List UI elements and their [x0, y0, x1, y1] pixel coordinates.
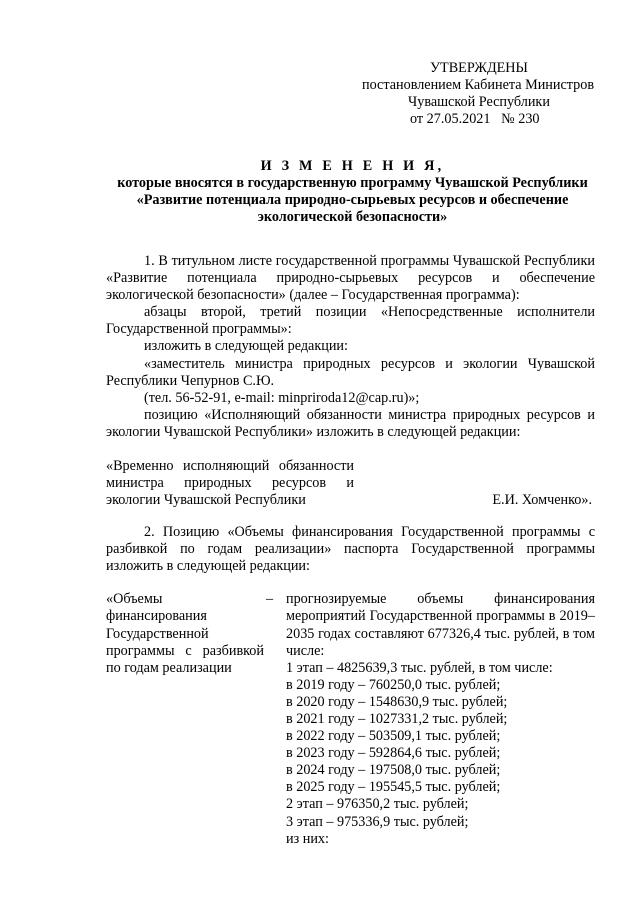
financing-line: в 2020 году – 1548630,9 тыс. рублей; [286, 693, 508, 710]
financing-line: в 2019 году – 760250,0 тыс. рублей; [286, 676, 501, 693]
s1-paragraph-2: абзацы второй, третий позиции «Непосредственные исполнители Государственной программы»: [106, 304, 595, 338]
financing-line: в 2025 году – 195545,5 тыс. рублей; [286, 779, 501, 796]
signature-name: Е.И. Хомченко». [492, 492, 592, 509]
financing-dash: – [266, 591, 274, 608]
approval-line-1: постановлением Кабинета Министров [362, 77, 595, 93]
s1-paragraph-5: (тел. 56-52-91, e-mail: minpriroda12@cap.ru)»; [144, 389, 420, 406]
signature-position: «Временно исполняющий обязанности министра природных ресурсов и экологии Чувашской Республики [106, 458, 354, 509]
financing-line: из них: [286, 830, 329, 847]
financing-line: 3 этап – 975336,9 тыс. рублей; [286, 813, 469, 830]
financing-line: 1 этап – 4825639,3 тыс. рублей, в том числе: [286, 659, 553, 676]
s1-paragraph-1: 1. В титульном листе государственной программы Чувашской Республики «Развитие потенциала природно-сырьевых ресурсов и обеспечение экологической безопасности» (далее – Государственная программа): [106, 253, 595, 304]
financing-line: в 2023 году – 592864,6 тыс. рублей; [286, 745, 501, 762]
financing-details [286, 591, 595, 847]
title-line-2: «Развитие потенциала природно-сырьевых ресурсов и обеспечение [136, 192, 569, 208]
financing-line: в 2022 году – 503509,1 тыс. рублей; [286, 728, 501, 745]
approval-block [362, 60, 612, 128]
financing-line: 2 этап – 976350,2 тыс. рублей; [286, 796, 469, 813]
s1-paragraph-4: «заместитель министра природных ресурсов и экологии Чувашской Республики Чепурнов С.Ю. [106, 355, 595, 389]
s2-paragraph-1: 2. Позицию «Объемы финансирования Государственной программы с разбивкой по годам реализации» паспорта Государственной программы изложить в следующей редакции: [106, 524, 595, 575]
s1-paragraph-3: изложить в следующей редакции: [144, 338, 348, 355]
s1-paragraph-6: позицию «Исполняющий обязанности министра природных ресурсов и экологии Чувашской Республики» изложить в следующей редакции: [106, 406, 595, 440]
approval-line-3: от 27.05.2021 № 230 [410, 111, 540, 127]
financing-label: «Объемы финансирования Государственной программы с разбивкой по годам реализации [106, 591, 264, 676]
approval-heading: УТВЕРЖДЕНЫ [430, 60, 528, 76]
financing-line: в 2024 году – 197508,0 тыс. рублей; [286, 762, 501, 779]
title-main: И З М Е Н Е Н И Я, [260, 158, 445, 174]
approval-line-2: Чувашской Республики [408, 94, 550, 110]
financing-intro: прогнозируемые объемы финансирования мероприятий Государственной программы в 2019–2035 годах составляют 677326,4 тыс. рублей, в том числе: [286, 591, 595, 659]
financing-line: в 2021 году – 1027331,2 тыс. рублей; [286, 710, 508, 727]
document-title [80, 158, 625, 226]
title-line-1: которые вносятся в государственную программу Чувашской Республики [117, 175, 588, 191]
title-line-3: экологической безопасности» [257, 209, 448, 225]
signature-block [106, 458, 595, 510]
document-body [106, 253, 595, 847]
